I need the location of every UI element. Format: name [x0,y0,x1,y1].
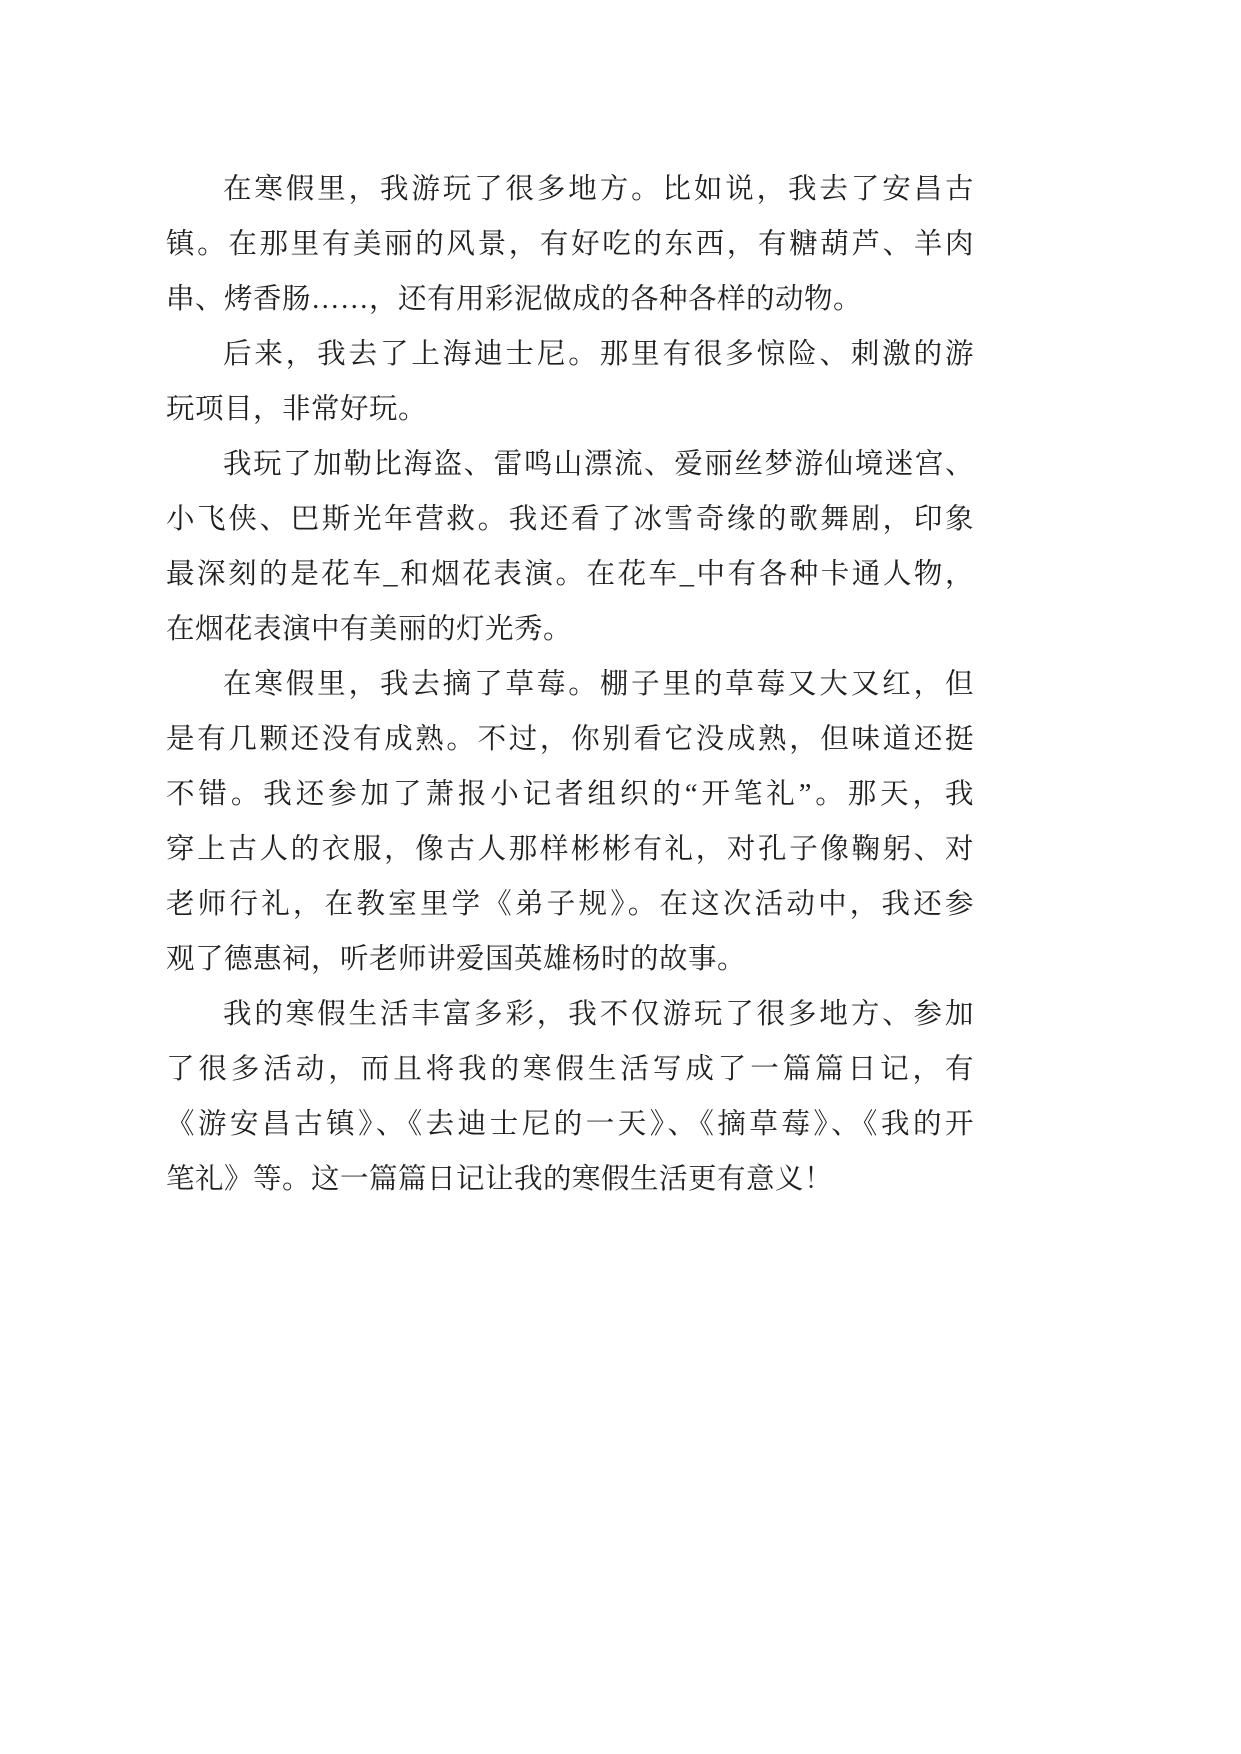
text-line: 镇。在那里有美丽的风景，有好吃的东西，有糖葫芦、羊肉 [166,229,974,260]
paragraph [166,162,974,327]
text-line: 在烟花表演中有美丽的灯光秀。 [166,614,573,645]
text-line: 我玩了加勒比海盗、雷鸣山漂流、爱丽丝梦游仙境迷宫、 [223,449,974,480]
text-line: 了很多活动，而且将我的寒假生活写成了一篇篇日记，有 [166,1054,974,1085]
text-line: 在寒假里，我去摘了草莓。棚子里的草莓又大又红，但 [223,669,974,700]
text-line: 不错。我还参加了萧报小记者组织的“开笔礼”。那天，我 [166,779,974,810]
text-line: 穿上古人的衣服，像古人那样彬彬有礼，对孔子像鞠躬、对 [166,834,974,865]
paragraph [166,987,974,1207]
text-line: 后来，我去了上海迪士尼。那里有很多惊险、刺激的游 [223,339,974,370]
text-line: 玩项目，非常好玩。 [166,394,428,425]
text-line: 笔礼》等。这一篇篇日记让我的寒假生活更有意义！ [166,1164,834,1195]
text-line: 串、烤香肠……，还有用彩泥做成的各种各样的动物。 [166,284,863,315]
paragraph [166,327,974,437]
paragraph [166,437,974,657]
text-line: 最深刻的是花车_和烟花表演。在花车_中有各种卡通人物， [166,559,974,590]
document-body [166,162,974,1207]
text-line: 我的寒假生活丰富多彩，我不仅游玩了很多地方、参加 [223,999,974,1030]
text-line: 是有几颗还没有成熟。不过，你别看它没成熟，但味道还挺 [166,724,974,755]
text-line: 在寒假里，我游玩了很多地方。比如说，我去了安昌古 [223,174,974,205]
text-line: 观了德惠祠，听老师讲爱国英雄杨时的故事。 [166,944,747,975]
text-line: 老师行礼，在教室里学《弟子规》。在这次活动中，我还参 [166,889,974,920]
paragraph [166,657,974,987]
text-line: 小飞侠、巴斯光年营救。我还看了冰雪奇缘的歌舞剧，印象 [166,504,974,535]
text-line: 《游安昌古镇》、《去迪士尼的一天》、《摘草莓》、《我的开 [166,1109,974,1140]
